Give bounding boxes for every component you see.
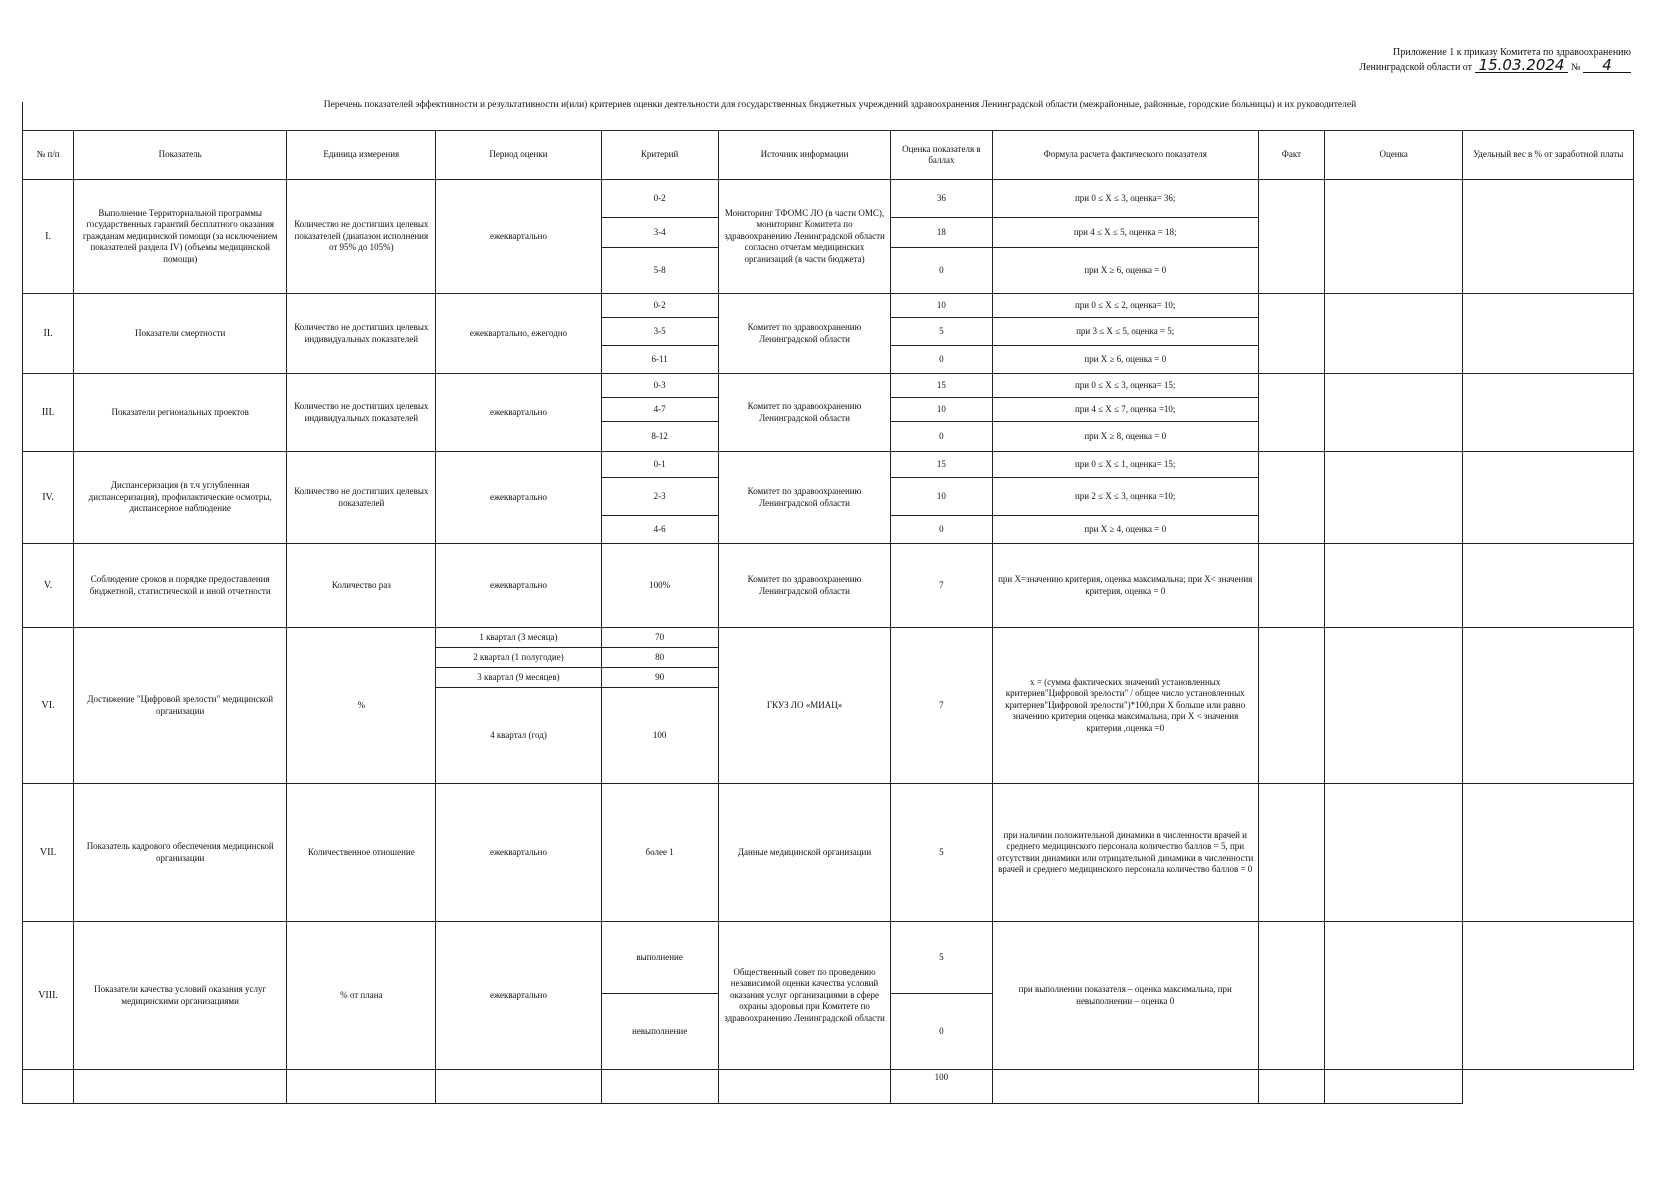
row-indicator: Выполнение Территориальной программы государственных гарантий бесплатного оказания гражданам медицинской помощи (за исключением показателей раздела IV) (объемы медицинской помощи)	[74, 180, 287, 294]
row-indicator: Диспансеризация (в т.ч углубленная диспансеризация), профилактические осмотры, диспансерное наблюдение	[74, 452, 287, 544]
row-period: ежеквартально	[436, 374, 601, 452]
row-score: 10	[891, 398, 992, 422]
row-indicator: Соблюдение сроков и порядке предоставления бюджетной, статистической и иной отчетности	[74, 544, 287, 628]
row-criterion: 6-11	[601, 346, 718, 374]
table-row	[23, 544, 1634, 628]
row-period: ежеквартально	[436, 544, 601, 628]
total-cell	[1324, 1070, 1463, 1104]
total-cell	[992, 1070, 1258, 1104]
row-evaluation	[1324, 374, 1463, 452]
row-formula: при 3 ≤ X ≤ 5, оценка = 5;	[992, 318, 1258, 346]
row-source: ГКУЗ ЛО «МИАЦ»	[718, 628, 891, 784]
row-evaluation	[1324, 180, 1463, 294]
row-period: ежеквартально	[436, 922, 601, 1070]
row-formula: при 0 ≤ X ≤ 1, оценка= 15;	[992, 452, 1258, 478]
row-evaluation	[1324, 452, 1463, 544]
total-cell	[601, 1070, 718, 1104]
indicators-table	[22, 130, 1634, 1104]
row-criterion: 0-3	[601, 374, 718, 398]
row-criterion: 80	[601, 648, 718, 668]
row-indicator: Показатель кадрового обеспечения медицинской организации	[74, 784, 287, 922]
row-criterion: 0-2	[601, 294, 718, 318]
row-period: 4 квартал (год)	[436, 688, 601, 784]
row-formula: при X ≥ 6, оценка = 0	[992, 346, 1258, 374]
row-unit: Количество не достигших целевых показателей	[287, 452, 436, 544]
row-source: Комитет по здравоохранению Ленинградской области	[718, 374, 891, 452]
order-date: 15.03.2024	[1475, 59, 1569, 73]
row-criterion: 100	[601, 688, 718, 784]
row-score: 7	[891, 628, 992, 784]
row-score: 5	[891, 922, 992, 994]
row-fact	[1258, 784, 1324, 922]
total-cell	[436, 1070, 601, 1104]
row-number: III.	[23, 374, 74, 452]
row-unit: Количество раз	[287, 544, 436, 628]
col-header-fact: Факт	[1258, 131, 1324, 180]
row-formula: при X ≥ 6, оценка = 0	[992, 248, 1258, 294]
row-source: Мониторинг ТФОМС ЛО (в части ОМС), мониторинг Комитета по здравоохранению Ленинградской области согласно отчетам медицинских организаций (в части бюджета)	[718, 180, 891, 294]
col-header-source: Источник информации	[718, 131, 891, 180]
annex-line-2	[1359, 56, 1631, 74]
col-header-unit: Единица измерения	[287, 131, 436, 180]
order-annex-note	[1359, 46, 1631, 74]
row-score: 0	[891, 346, 992, 374]
table-row	[23, 294, 1634, 318]
row-formula: при 2 ≤ X ≤ 3, оценка =10;	[992, 478, 1258, 516]
row-formula: при выполнении показателя – оценка максимальна, при невыполнении – оценка 0	[992, 922, 1258, 1070]
row-fact	[1258, 922, 1324, 1070]
order-number: 4	[1583, 59, 1631, 73]
order-number-prefix: №	[1570, 62, 1581, 73]
row-criterion: невыполнение	[601, 994, 718, 1070]
row-fact	[1258, 374, 1324, 452]
row-number: V.	[23, 544, 74, 628]
table-header-row	[23, 131, 1634, 180]
row-formula: при X ≥ 8, оценка = 0	[992, 422, 1258, 452]
row-evaluation	[1324, 544, 1463, 628]
row-weight	[1463, 452, 1634, 544]
row-indicator: Показатели смертности	[74, 294, 287, 374]
row-criterion: 4-6	[601, 516, 718, 544]
table-row	[23, 180, 1634, 218]
row-score: 0	[891, 422, 992, 452]
row-weight	[1463, 628, 1634, 784]
row-formula: при X ≥ 4, оценка = 0	[992, 516, 1258, 544]
col-header-score: Оценка показателя в баллах	[891, 131, 992, 180]
row-formula: при 0 ≤ X ≤ 2, оценка= 10;	[992, 294, 1258, 318]
row-number: II.	[23, 294, 74, 374]
row-evaluation	[1324, 294, 1463, 374]
row-criterion: 4-7	[601, 398, 718, 422]
annex-line-2-prefix: Ленинградской области от	[1359, 62, 1473, 73]
row-criterion: 3-5	[601, 318, 718, 346]
row-source: Комитет по здравоохранению Ленинградской области	[718, 294, 891, 374]
row-formula: x = (сумма фактических значений установленных критериев"Цифровой зрелости" / общее число установленных критериев"Цифровой зрелости")*100,при X больше или равно значению критерия оценка максимальна, при X < значения критерия ,оценка =0	[992, 628, 1258, 784]
annex-line-1: Приложение 1 к приказу Комитета по здравоохранению	[1393, 47, 1631, 58]
row-criterion: 90	[601, 668, 718, 688]
row-period: 2 квартал (1 полугодие)	[436, 648, 601, 668]
row-evaluation	[1324, 784, 1463, 922]
row-formula: при X=значению критерия, оценка максимальна; при X< значения критерия, оценка = 0	[992, 544, 1258, 628]
row-criterion: 3-4	[601, 218, 718, 248]
row-score: 18	[891, 218, 992, 248]
row-score: 36	[891, 180, 992, 218]
row-unit: %	[287, 628, 436, 784]
total-cell	[718, 1070, 891, 1104]
col-header-num: № п/п	[23, 131, 74, 180]
row-score: 10	[891, 294, 992, 318]
total-cell	[1463, 1070, 1634, 1104]
row-score: 5	[891, 784, 992, 922]
row-period: ежеквартально	[436, 784, 601, 922]
row-criterion: 0-2	[601, 180, 718, 218]
row-evaluation	[1324, 628, 1463, 784]
row-criterion: выполнение	[601, 922, 718, 994]
row-score: 5	[891, 318, 992, 346]
row-unit: % от плана	[287, 922, 436, 1070]
row-criterion: 0-1	[601, 452, 718, 478]
row-score: 0	[891, 994, 992, 1070]
row-period: ежеквартально	[436, 452, 601, 544]
total-cell	[23, 1070, 74, 1104]
row-fact	[1258, 294, 1324, 374]
row-criterion: 70	[601, 628, 718, 648]
total-cell	[1258, 1070, 1324, 1104]
row-unit: Количество не достигших целевых индивидуальных показателей	[287, 294, 436, 374]
row-unit: Количество не достигших целевых индивидуальных показателей	[287, 374, 436, 452]
row-number: I.	[23, 180, 74, 294]
row-weight	[1463, 544, 1634, 628]
col-header-criterion: Критерий	[601, 131, 718, 180]
row-fact	[1258, 452, 1324, 544]
row-fact	[1258, 628, 1324, 784]
row-score: 15	[891, 452, 992, 478]
table-row	[23, 628, 1634, 648]
row-criterion: более 1	[601, 784, 718, 922]
table-row	[23, 784, 1634, 922]
col-header-formula: Формула расчета фактического показателя	[992, 131, 1258, 180]
row-source: Данные медицинской организации	[718, 784, 891, 922]
row-number: VIII.	[23, 922, 74, 1070]
row-weight	[1463, 294, 1634, 374]
col-header-evaluation: Оценка	[1324, 131, 1463, 180]
row-formula: при наличии положительной динамики в численности врачей и среднего медицинского персонала количество баллов = 5, при отсутствии динамики или отрицательной динамики в численности врачей и среднего медицинского персонала количество баллов = 0	[992, 784, 1258, 922]
row-indicator: Показатели региональных проектов	[74, 374, 287, 452]
row-formula: при 4 ≤ X ≤ 7, оценка =10;	[992, 398, 1258, 422]
table-row	[23, 922, 1634, 994]
row-number: VI.	[23, 628, 74, 784]
row-score: 15	[891, 374, 992, 398]
row-period: ежеквартально, ежегодно	[436, 294, 601, 374]
document-title: Перечень показателей эффективности и результативности и(или) критериев оценки деятельности для государственных бюджетных учреждений здравоохранения Ленинградской области (межрайонные, районные, городские больницы) и их руководителей	[323, 100, 1357, 110]
row-criterion: 2-3	[601, 478, 718, 516]
row-score: 0	[891, 248, 992, 294]
row-criterion: 100%	[601, 544, 718, 628]
row-period: 1 квартал (3 месяца)	[436, 628, 601, 648]
row-source: Комитет по здравоохранению Ленинградской области	[718, 452, 891, 544]
row-criterion: 8-12	[601, 422, 718, 452]
table-row	[23, 374, 1634, 398]
total-row	[23, 1070, 1634, 1104]
row-weight	[1463, 374, 1634, 452]
row-score: 7	[891, 544, 992, 628]
row-number: VII.	[23, 784, 74, 922]
row-formula: при 4 ≤ X ≤ 5, оценка = 18;	[992, 218, 1258, 248]
row-formula: при 0 ≤ X ≤ 3, оценка= 15;	[992, 374, 1258, 398]
total-cell	[287, 1070, 436, 1104]
row-evaluation	[1324, 922, 1463, 1070]
row-source: Общественный совет по проведению независимой оценки качества условий оказания услуг организациями в сфере охраны здоровья при Комитете по здравоохранению Ленинградской области	[718, 922, 891, 1070]
row-score: 10	[891, 478, 992, 516]
row-weight	[1463, 180, 1634, 294]
row-weight	[1463, 784, 1634, 922]
row-score: 0	[891, 516, 992, 544]
col-header-weight: Удельный вес в % от заработной платы	[1463, 131, 1634, 180]
row-unit: Количество не достигших целевых показателей (диапазон исполнения от 95% до 105%)	[287, 180, 436, 294]
total-score: 100	[891, 1070, 992, 1104]
row-criterion: 5-8	[601, 248, 718, 294]
table-row	[23, 452, 1634, 478]
row-fact	[1258, 180, 1324, 294]
row-period: ежеквартально	[436, 180, 601, 294]
row-period: 3 квартал (9 месяцев)	[436, 668, 601, 688]
row-indicator: Достижение "Цифровой зрелости" медицинской организации	[74, 628, 287, 784]
row-indicator: Показатели качества условий оказания услуг медицинскими организациями	[74, 922, 287, 1070]
row-fact	[1258, 544, 1324, 628]
row-unit: Количественное отношение	[287, 784, 436, 922]
row-weight	[1463, 922, 1634, 1070]
col-header-indicator: Показатель	[74, 131, 287, 180]
row-source: Комитет по здравоохранению Ленинградской области	[718, 544, 891, 628]
total-cell	[74, 1070, 287, 1104]
row-formula: при 0 ≤ X ≤ 3, оценка= 36;	[992, 180, 1258, 218]
col-header-period: Период оценки	[436, 131, 601, 180]
row-number: IV.	[23, 452, 74, 544]
